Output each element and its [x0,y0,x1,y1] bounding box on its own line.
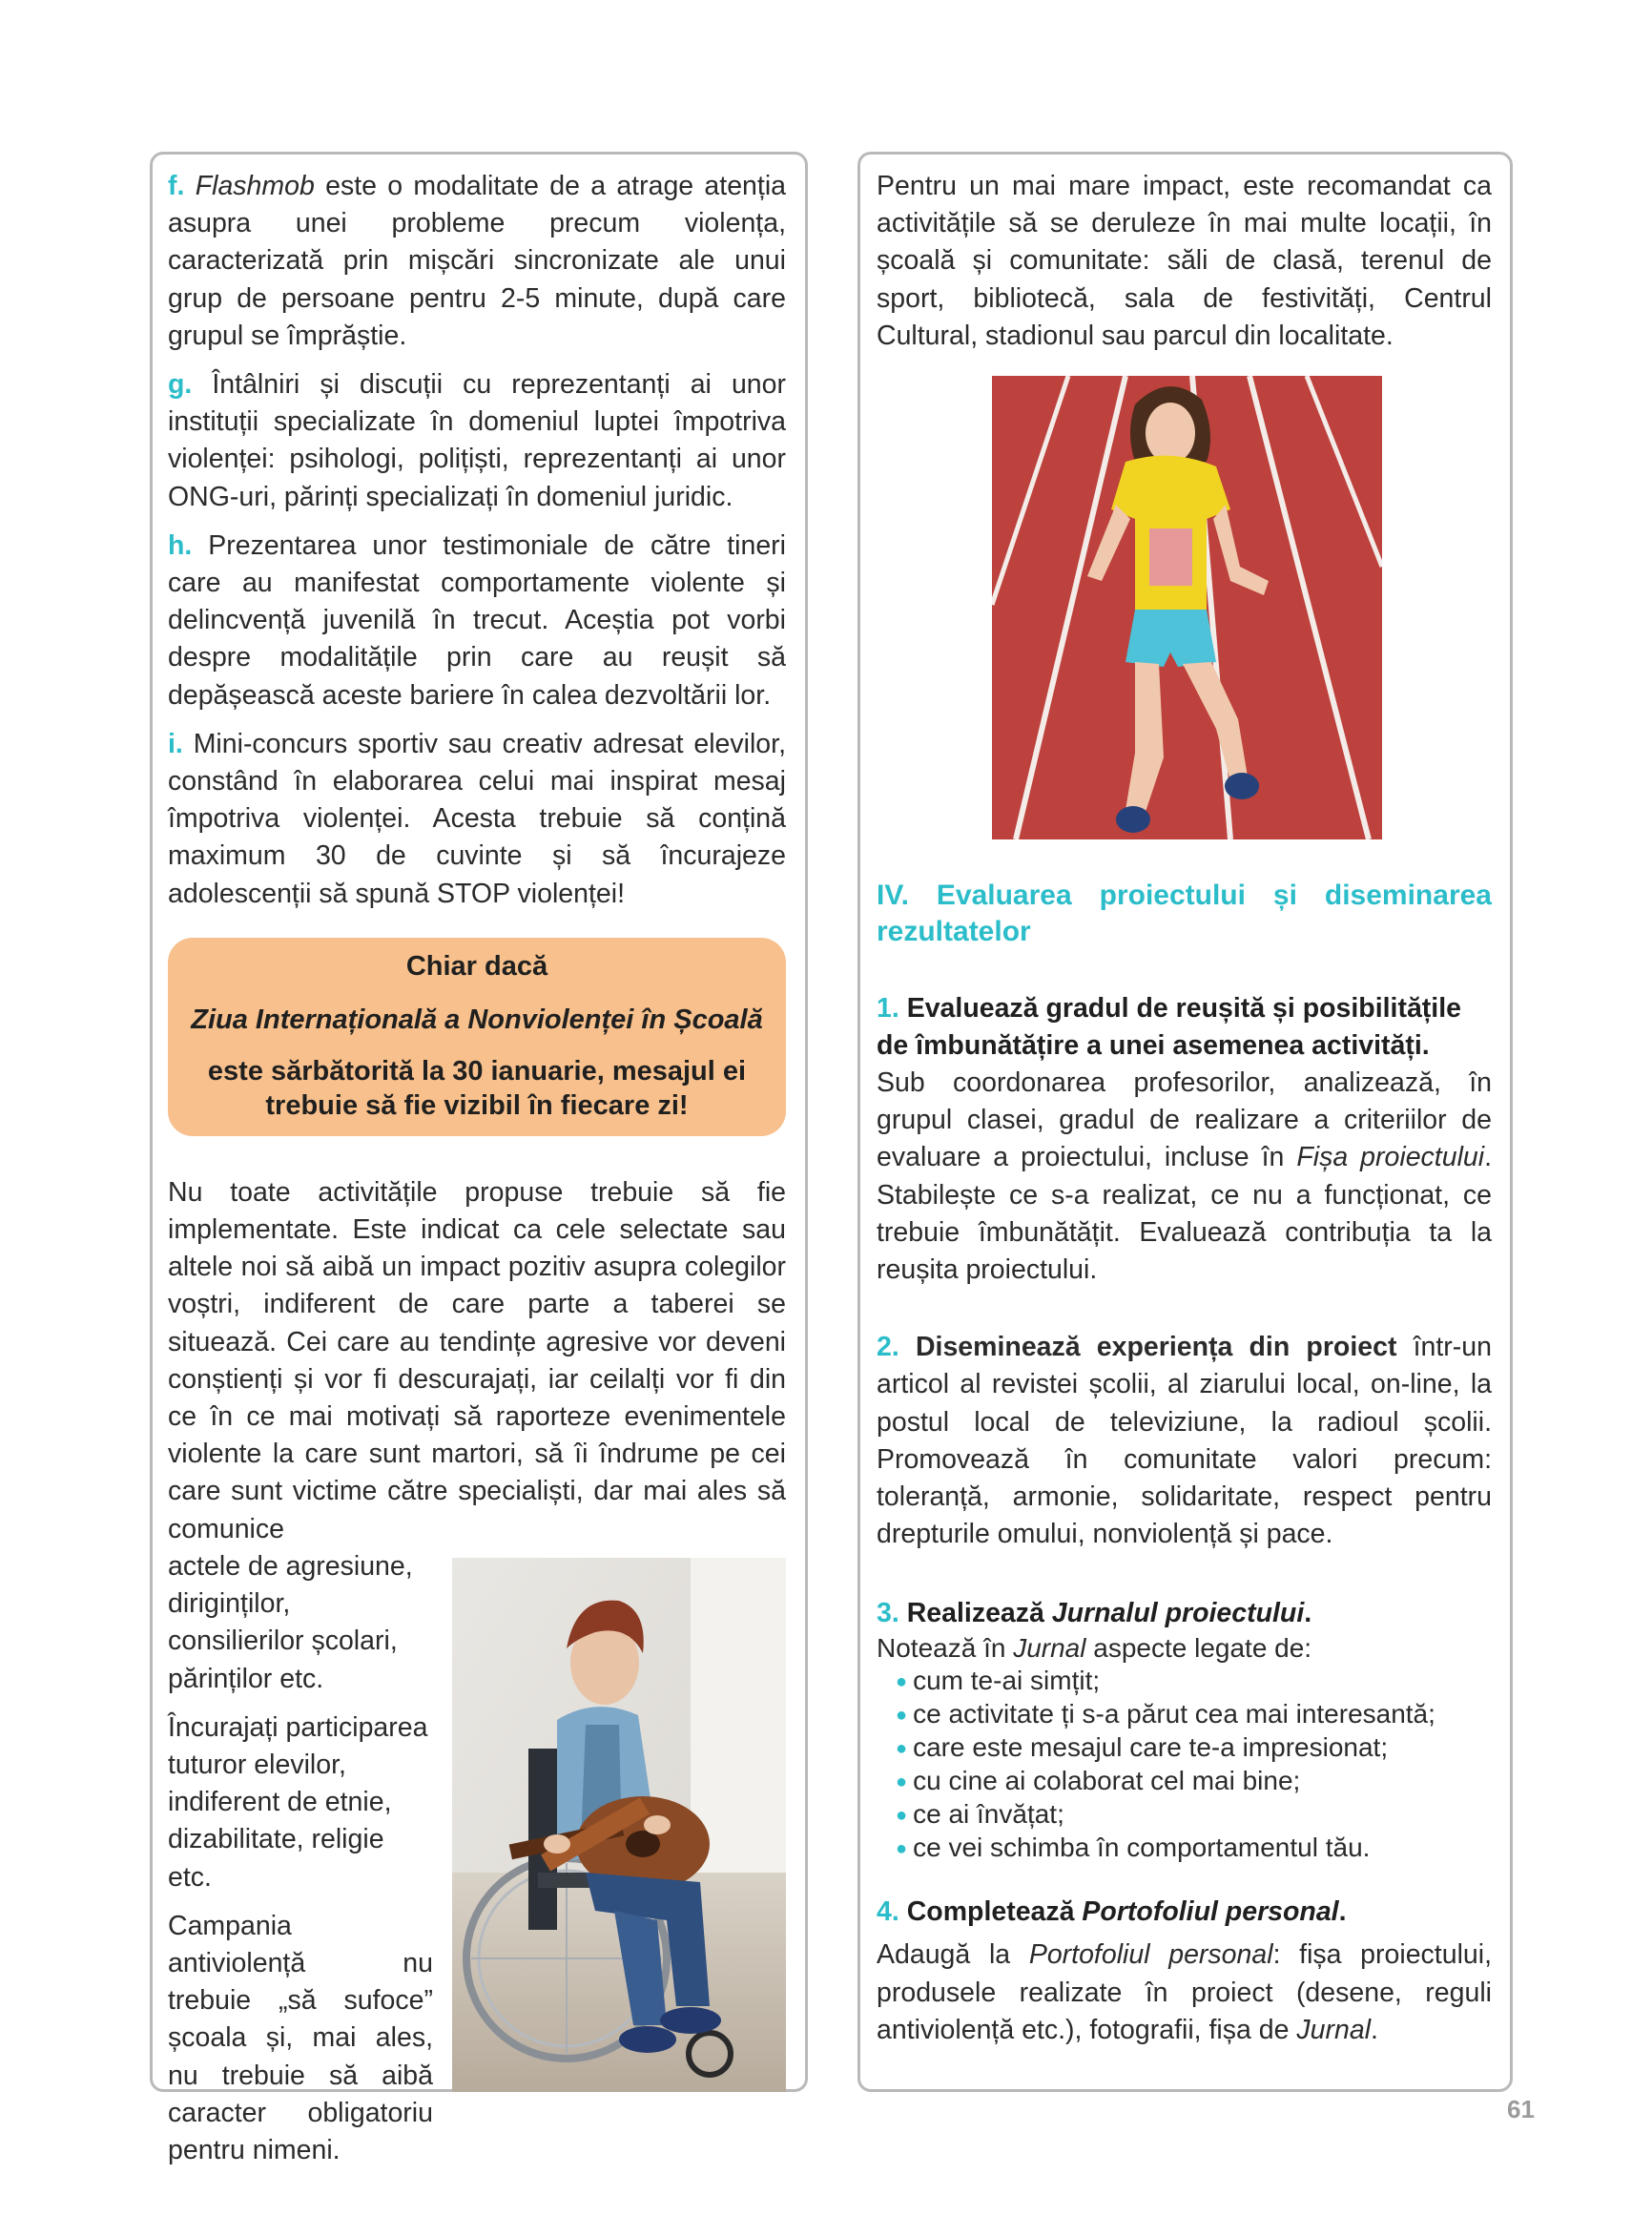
step-2 [877,1329,1492,1553]
step-number: 4. [877,1896,899,1928]
callout-line-2: Ziua Internațională a Nonviolenței în Școală [191,1004,763,1035]
step-heading-text: Evaluează gradul de reușită și posibilitățile de îmbunătățire a unei asemenea activități. [877,993,1461,1062]
page-number: 61 [1507,2095,1535,2123]
item-i [168,726,786,913]
step-3-heading [877,1595,1492,1632]
step-number: 2. [877,1332,899,1363]
step-1-text-b: . Stabilește ce s-a realizat, ce nu a funcționat, ce trebuie îmbunătățit. Evaluează contribuția ta la reușita proiectului. [877,1142,1493,1286]
jurnal-term: Jurnalul proiectului [1051,1598,1305,1629]
bullet-text: cum te-ai simțit; [913,1666,1101,1696]
step-3-bold: Realizează [898,1598,1052,1629]
step-number: 1. [877,993,899,1025]
step-4-text-b: : fișa proiectului, produsele realizate în proiect (desene, reguli antiviolență etc.), fotografii, fișa de [877,1939,1493,2045]
portofoliu-term: Portofoliul personal [1082,1896,1339,1928]
callout-line-3: este sărbătorită la 30 ianuarie, mesajul ei trebuie să fie vizibil în fiecare zi! [207,1055,747,1121]
item-g [168,366,786,516]
right-column-panel [857,152,1513,2092]
step-2-bold: Diseminează experiența din proiect [898,1332,1397,1363]
item-letter: g. [168,369,193,401]
implementation-paragraph [168,1174,786,1548]
step-4-end: . [1338,1896,1347,1928]
step-4-body [877,1936,1492,2049]
item-letter: h. [168,529,193,561]
item-f [168,168,786,355]
step-4 [877,1894,1492,2049]
item-text: Mini-concurs sportiv sau creativ adresat elevilor, constând în elaborarea celui mai inspirat mesaj împotriva violenței. Acesta trebuie să conțină maximum 30 de cuvinte și să încurajeze adolescenții să spună STOP violenței! [168,728,786,909]
step-3 [877,1595,1492,1865]
jurnal-term-2: Jurnal [1296,2014,1372,2045]
step-4-text-c: . [1371,2014,1378,2045]
list-item [896,1832,1492,1865]
bullet-icon: ● [896,1738,908,1760]
step-number: 3. [877,1598,899,1629]
bullet-text: care este mesajul care te-a impresionat; [913,1732,1389,1763]
step-3-note [877,1632,1492,1665]
flashmob-term: Flashmob [195,171,315,201]
wrap-text-2: Încurajați participarea tuturor elevilor, indiferent de etnie, dizabilitate, religie etc. [168,1711,428,1893]
intro-text: Pentru un mai mare impact, este recomandat ca activitățile să se deruleze în mai multe locații, în școală și comunitate: săli de clasă, terenul de sport, bibliotecă, sala de festivități, Centrul Cultural, stadionul sau parcul din localitate. [877,171,1492,351]
item-text: este o modalitate de a atrage atenția asupra unei probleme precum violența, caracterizată prin mișcări sincronizate ale unui grup de persoane pentru 2-5 minute, după care grupul se împrăștie. [168,171,786,351]
step-4-text-a: Adaugă la [877,1939,1029,1971]
item-text: Întâlniri și discuții cu reprezentanți ai unor instituții specializate în domeniul luptei împotriva violenței: psihologi, polițiști, reprezentanți ai unor ONG-uri, părinți specializați în domeniul juridic. [168,369,786,512]
item-h [168,528,786,715]
step-3-note-a: Notează în [877,1633,1014,1664]
step-2-body [877,1329,1492,1553]
bullet-text: ce vei schimba în comportamentul tău. [913,1833,1371,1863]
item-text: Prezentarea unor testimoniale de către tineri care au manifestat comportamente violente și delincvență juvenilă în trecut. Aceștia pot vorbi despre modalitățile prin care au reușit să depășească aceste bariere în calea dezvoltării lor. [168,529,786,711]
list-item [896,1665,1492,1698]
item-letter: i. [168,728,183,759]
bullet-icon: ● [896,1771,908,1793]
jurnal-note-term: Jurnal [1013,1633,1086,1664]
step-2-text: într-un articol al revistei școlii, al ziarului local, on-line, la postul local de televiziune, la radioul școlii. Promovează în comunitate valori precum: toleranță, armonie, solidaritate, respect pentru drepturile omului, nonviolență și pace. [877,1332,1492,1550]
bullet-text: cu cine ai colaborat cel mai bine; [913,1766,1301,1796]
bullet-icon: ● [896,1805,908,1827]
section-title: IV. Evaluarea proiectului și diseminarea rezultatelor [877,880,1492,948]
list-item [896,1731,1492,1765]
step-4-heading [877,1894,1492,1931]
list-item [896,1765,1492,1798]
bullet-text: ce ai învățat; [913,1799,1064,1830]
callout-box [168,938,786,1136]
bullet-list [877,1665,1492,1865]
step-3-note-b: aspecte legate de: [1085,1633,1312,1664]
wrap-text-1: actele de agresiune, diriginților, consilierilor școlari, părinților etc. [168,1550,413,1694]
step-1-body [877,1065,1492,1289]
portofoliu-term-2: Portofoliul personal [1028,1939,1273,1971]
implementation-text: Nu toate activitățile propuse trebuie să fie implementate. Este indicat ca cele selectate sau altele noi să aibă un impact pozitiv asupra colegilor voștri, indiferent de care parte a taberei se situează. Cei care au tendințe agresive vor deveni conștienți și vor fi descurajați, iar ceilalți vor fi din ce în ce mai motivați să raporteze evenimentele violente la care sunt martori, să îi îndrume pe cei care sunt victime către specialiști, dar mai ales să comunice [168,1176,786,1544]
list-item [896,1698,1492,1731]
callout-line-1: Chiar dacă [405,950,548,982]
fisa-proiectului-term: Fișa proiectului [1296,1142,1485,1173]
bullet-icon: ● [896,1705,908,1727]
list-item [896,1798,1492,1832]
wheelchair-guitar-photo [452,1558,786,2097]
intro-paragraph [877,168,1492,355]
wrap-text-3: Campania antiviolență nu trebuie „să sufoce” școala și, mai ales, nu trebuie să aibă caracter obligatoriu pentru nimeni. [168,1910,433,2165]
running-girl-photo [992,376,1382,839]
bullet-icon: ● [896,1671,908,1693]
left-column-panel [150,152,808,2165]
step-4-bold: Completează [898,1896,1083,1928]
step-1 [877,990,1492,1289]
step-1-heading [877,990,1492,1065]
wrap-section [168,1548,786,2169]
step-1-text-a: Sub coordonarea profesorilor, analizează, în grupul clasei, gradul de realizare a criteriilor de evaluare a proiectului, incluse în [877,1067,1492,1173]
step-3-end: . [1304,1598,1312,1629]
bullet-icon: ● [896,1838,908,1860]
item-letter: f. [168,171,185,201]
bullet-text: ce activitate ți s-a părut cea mai interesantă; [913,1699,1435,1729]
